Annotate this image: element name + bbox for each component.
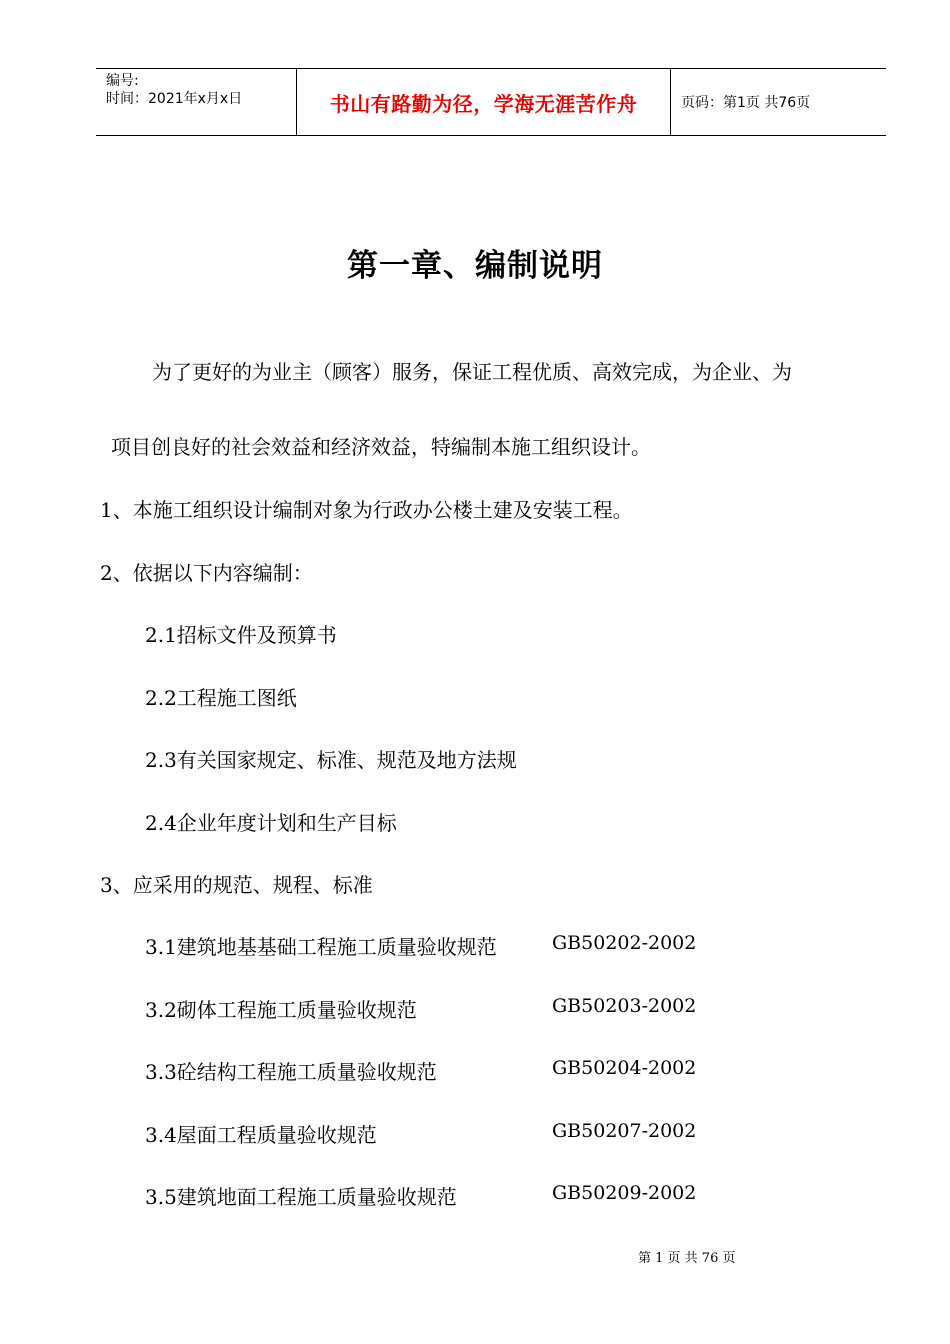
- page-footer: 第 1 页 共 76 页: [638, 1251, 736, 1266]
- standard-code: GB50203-2002: [552, 995, 697, 1017]
- standard-name: 3.4屋面工程质量验收规范: [145, 1123, 377, 1147]
- basis-item: 2.3有关国家规定、标准、规范及地方法规: [145, 748, 517, 772]
- intro-line-2: 项目创良好的社会效益和经济效益，特编制本施工组织设计。: [111, 435, 651, 459]
- standard-name: 3.5建筑地面工程施工质量验收规范: [145, 1185, 457, 1209]
- standard-name: 3.3砼结构工程施工质量验收规范: [145, 1060, 437, 1084]
- standard-name: 3.1建筑地基基础工程施工质量验收规范: [145, 935, 497, 959]
- standard-code: GB50202-2002: [552, 932, 697, 954]
- time-label: 时间：2021年x月x日: [106, 91, 243, 107]
- list-item: 2、依据以下内容编制：: [100, 561, 313, 585]
- standard-code: GB50207-2002: [552, 1120, 697, 1142]
- basis-item: 2.2工程施工图纸: [145, 686, 297, 710]
- list-item: 1、本施工组织设计编制对象为行政办公楼土建及安装工程。: [100, 498, 633, 522]
- standard-code: GB50209-2002: [552, 1182, 697, 1204]
- header-left-cell: [96, 69, 297, 135]
- serial-label: 编号:: [106, 73, 139, 89]
- basis-item: 2.1招标文件及预算书: [145, 623, 337, 647]
- intro-line-1: 为了更好的为业主（顾客）服务，保证工程优质、高效完成，为企业、为: [152, 360, 792, 384]
- page-header: [96, 68, 886, 136]
- section-3-heading: 3、应采用的规范、规程、标准: [100, 873, 373, 897]
- basis-item: 2.4企业年度计划和生产目标: [145, 811, 397, 835]
- header-page-info: 页码：第1页 共76页: [681, 95, 811, 111]
- standard-code: GB50204-2002: [552, 1057, 697, 1079]
- header-motto: 书山有路勤为径，学海无涯苦作舟: [297, 69, 671, 135]
- chapter-title: 第一章、编制说明: [347, 248, 603, 284]
- standard-name: 3.2砌体工程施工质量验收规范: [145, 998, 417, 1022]
